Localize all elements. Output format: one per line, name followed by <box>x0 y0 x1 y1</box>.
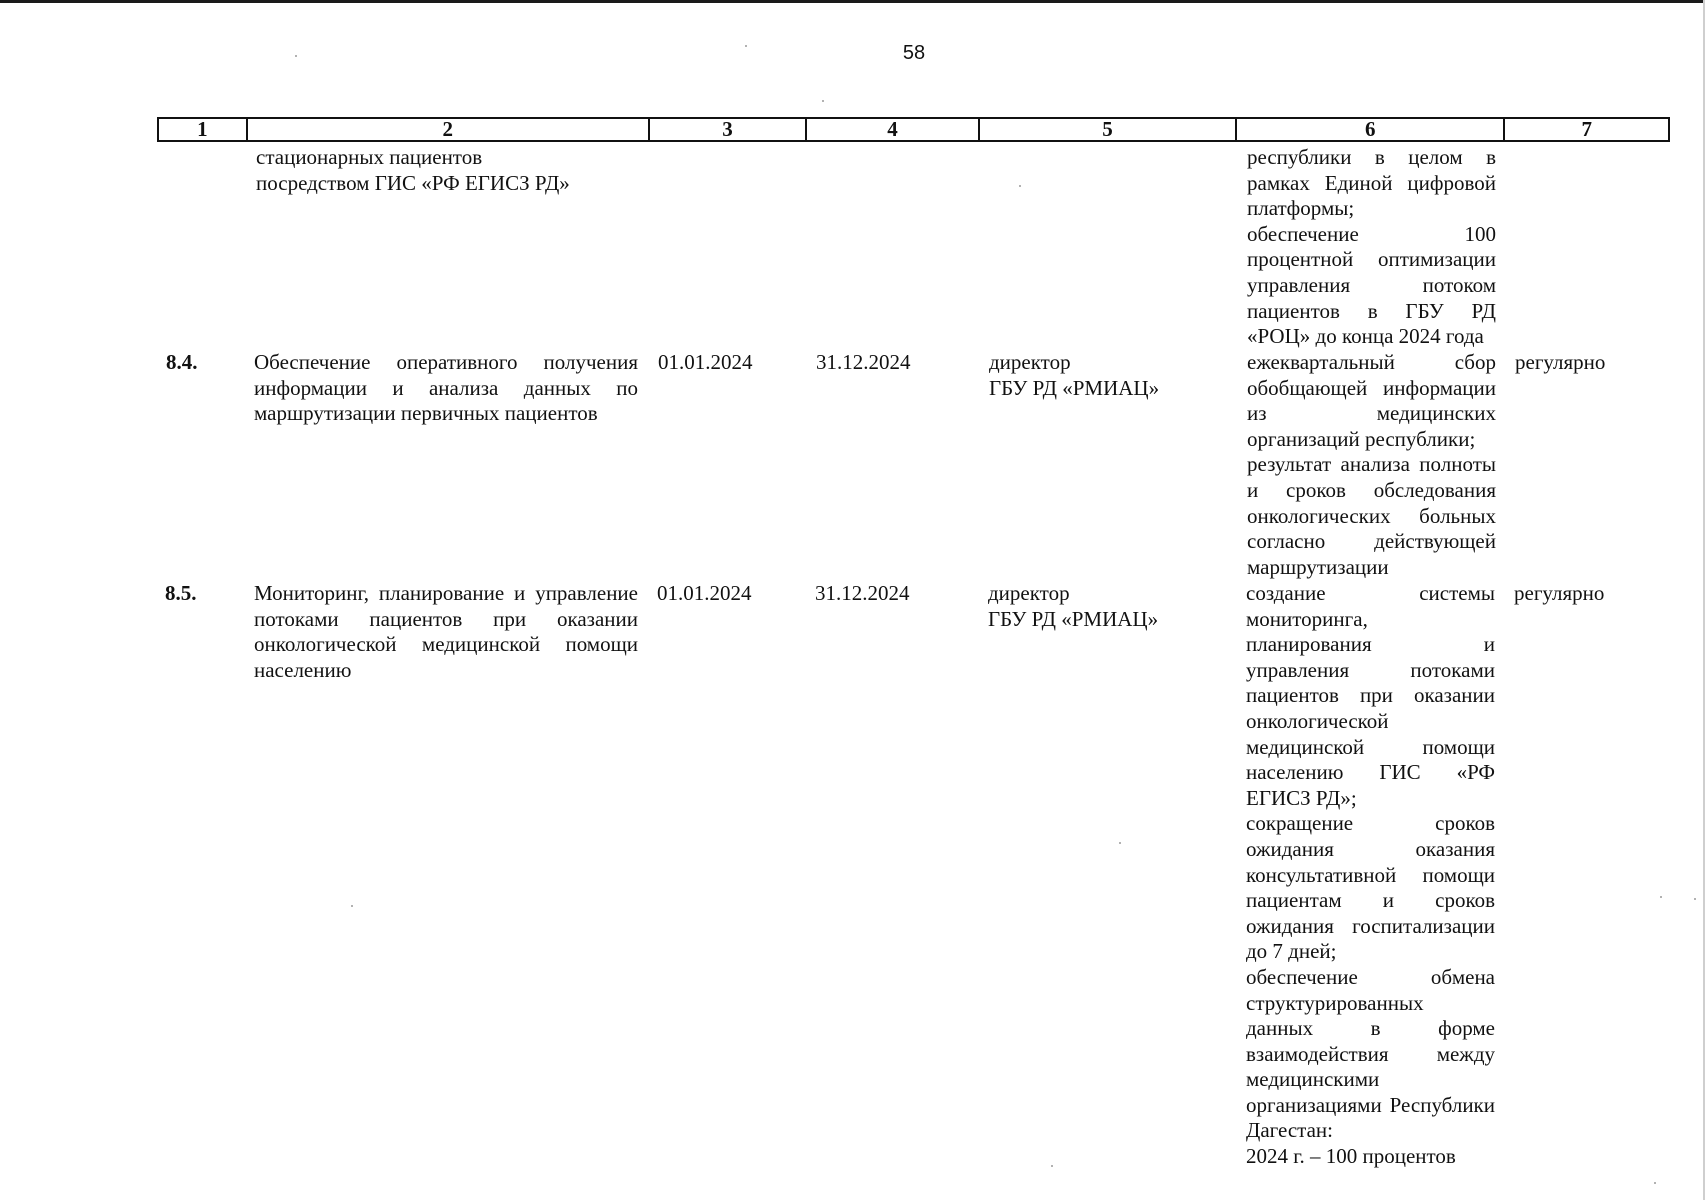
continuation-result-paragraph: республики в целом в рамках Единой цифровой платформы; <box>1247 145 1496 221</box>
continuation-event <box>256 145 648 196</box>
result-paragraph: обеспечение обмена структурированных данных в форме взаимодействия между медицинскими организациями Республики Дагестан: <box>1246 964 1495 1143</box>
header-col-3: 3 <box>650 119 808 140</box>
continuation-event-line: стационарных пациентов <box>256 145 483 169</box>
continuation-event-line: посредством ГИС «РФ ЕГИСЗ РД» <box>256 170 570 195</box>
row-start-date: 01.01.2024 <box>658 350 753 374</box>
scan-speck <box>1654 1182 1656 1184</box>
row-responsible <box>988 581 1224 632</box>
row-frequency: регулярно <box>1515 350 1606 374</box>
scan-speck <box>1119 842 1121 844</box>
result-paragraph: 2024 г. – 100 процентов <box>1246 1144 1456 1169</box>
result-paragraph: ежеквартальный сбор обобщающей информации из медицинских организаций республики; <box>1247 350 1496 451</box>
scan-speck <box>1660 896 1662 898</box>
responsible-position: директор <box>989 350 1071 374</box>
continuation-result <box>1247 145 1496 350</box>
scan-speck <box>745 45 747 47</box>
header-col-7: 7 <box>1581 117 1592 141</box>
result-paragraph: создание системы мониторинга, планирования и управления потоками пациентов при оказании онкологической медицинской помощи населению ГИС «РФ ЕГИСЗ РД»; <box>1246 581 1495 810</box>
table-header <box>157 117 1670 142</box>
page-number: 58 <box>902 42 926 64</box>
row-number: 8.4. <box>166 350 198 374</box>
responsible-organization: ГБУ РД «РМИАЦ» <box>989 375 1160 400</box>
scan-speck <box>1694 898 1696 900</box>
row-number: 8.5. <box>165 581 197 605</box>
row-result <box>1247 350 1496 580</box>
responsible-organization: ГБУ РД «РМИАЦ» <box>988 606 1159 631</box>
header-col-4: 4 <box>807 119 980 140</box>
result-paragraph: сокращение сроков ожидания оказания консультативной помощи пациентам и сроков ожидания госпитализации до 7 дней; <box>1246 811 1495 964</box>
result-paragraph: результат анализа полноты и сроков обследования онкологических больных согласно действующей маршрутизации <box>1247 452 1496 579</box>
header-col-5: 5 <box>980 119 1237 140</box>
scan-top-edge <box>0 0 1705 3</box>
row-event: Обеспечение оперативного получения информации и анализа данных по маршрутизации первичных пациентов <box>254 350 638 426</box>
row-end-date: 31.12.2024 <box>816 350 911 374</box>
row-responsible <box>989 350 1225 401</box>
header-col-6: 6 <box>1237 119 1505 140</box>
scan-speck <box>822 100 824 102</box>
scan-speck <box>1019 185 1021 187</box>
row-event: Мониторинг, планирование и управление потоками пациентов при оказании онкологической медицинской помощи населению <box>254 581 638 682</box>
row-result <box>1246 581 1495 1170</box>
row-start-date: 01.01.2024 <box>657 581 752 605</box>
header-col-1: 1 <box>159 119 248 140</box>
scan-speck <box>1051 1165 1053 1167</box>
scan-speck <box>295 55 297 57</box>
row-end-date: 31.12.2024 <box>815 581 910 605</box>
continuation-result-paragraph: обеспечение 100 процентной оптимизации управления потоком пациентов в ГБУ РД «РОЦ» до конца 2024 года <box>1247 221 1496 349</box>
row-frequency: регулярно <box>1514 581 1605 605</box>
header-col-2: 2 <box>248 119 650 140</box>
responsible-position: директор <box>988 581 1070 605</box>
scan-speck <box>351 905 353 907</box>
